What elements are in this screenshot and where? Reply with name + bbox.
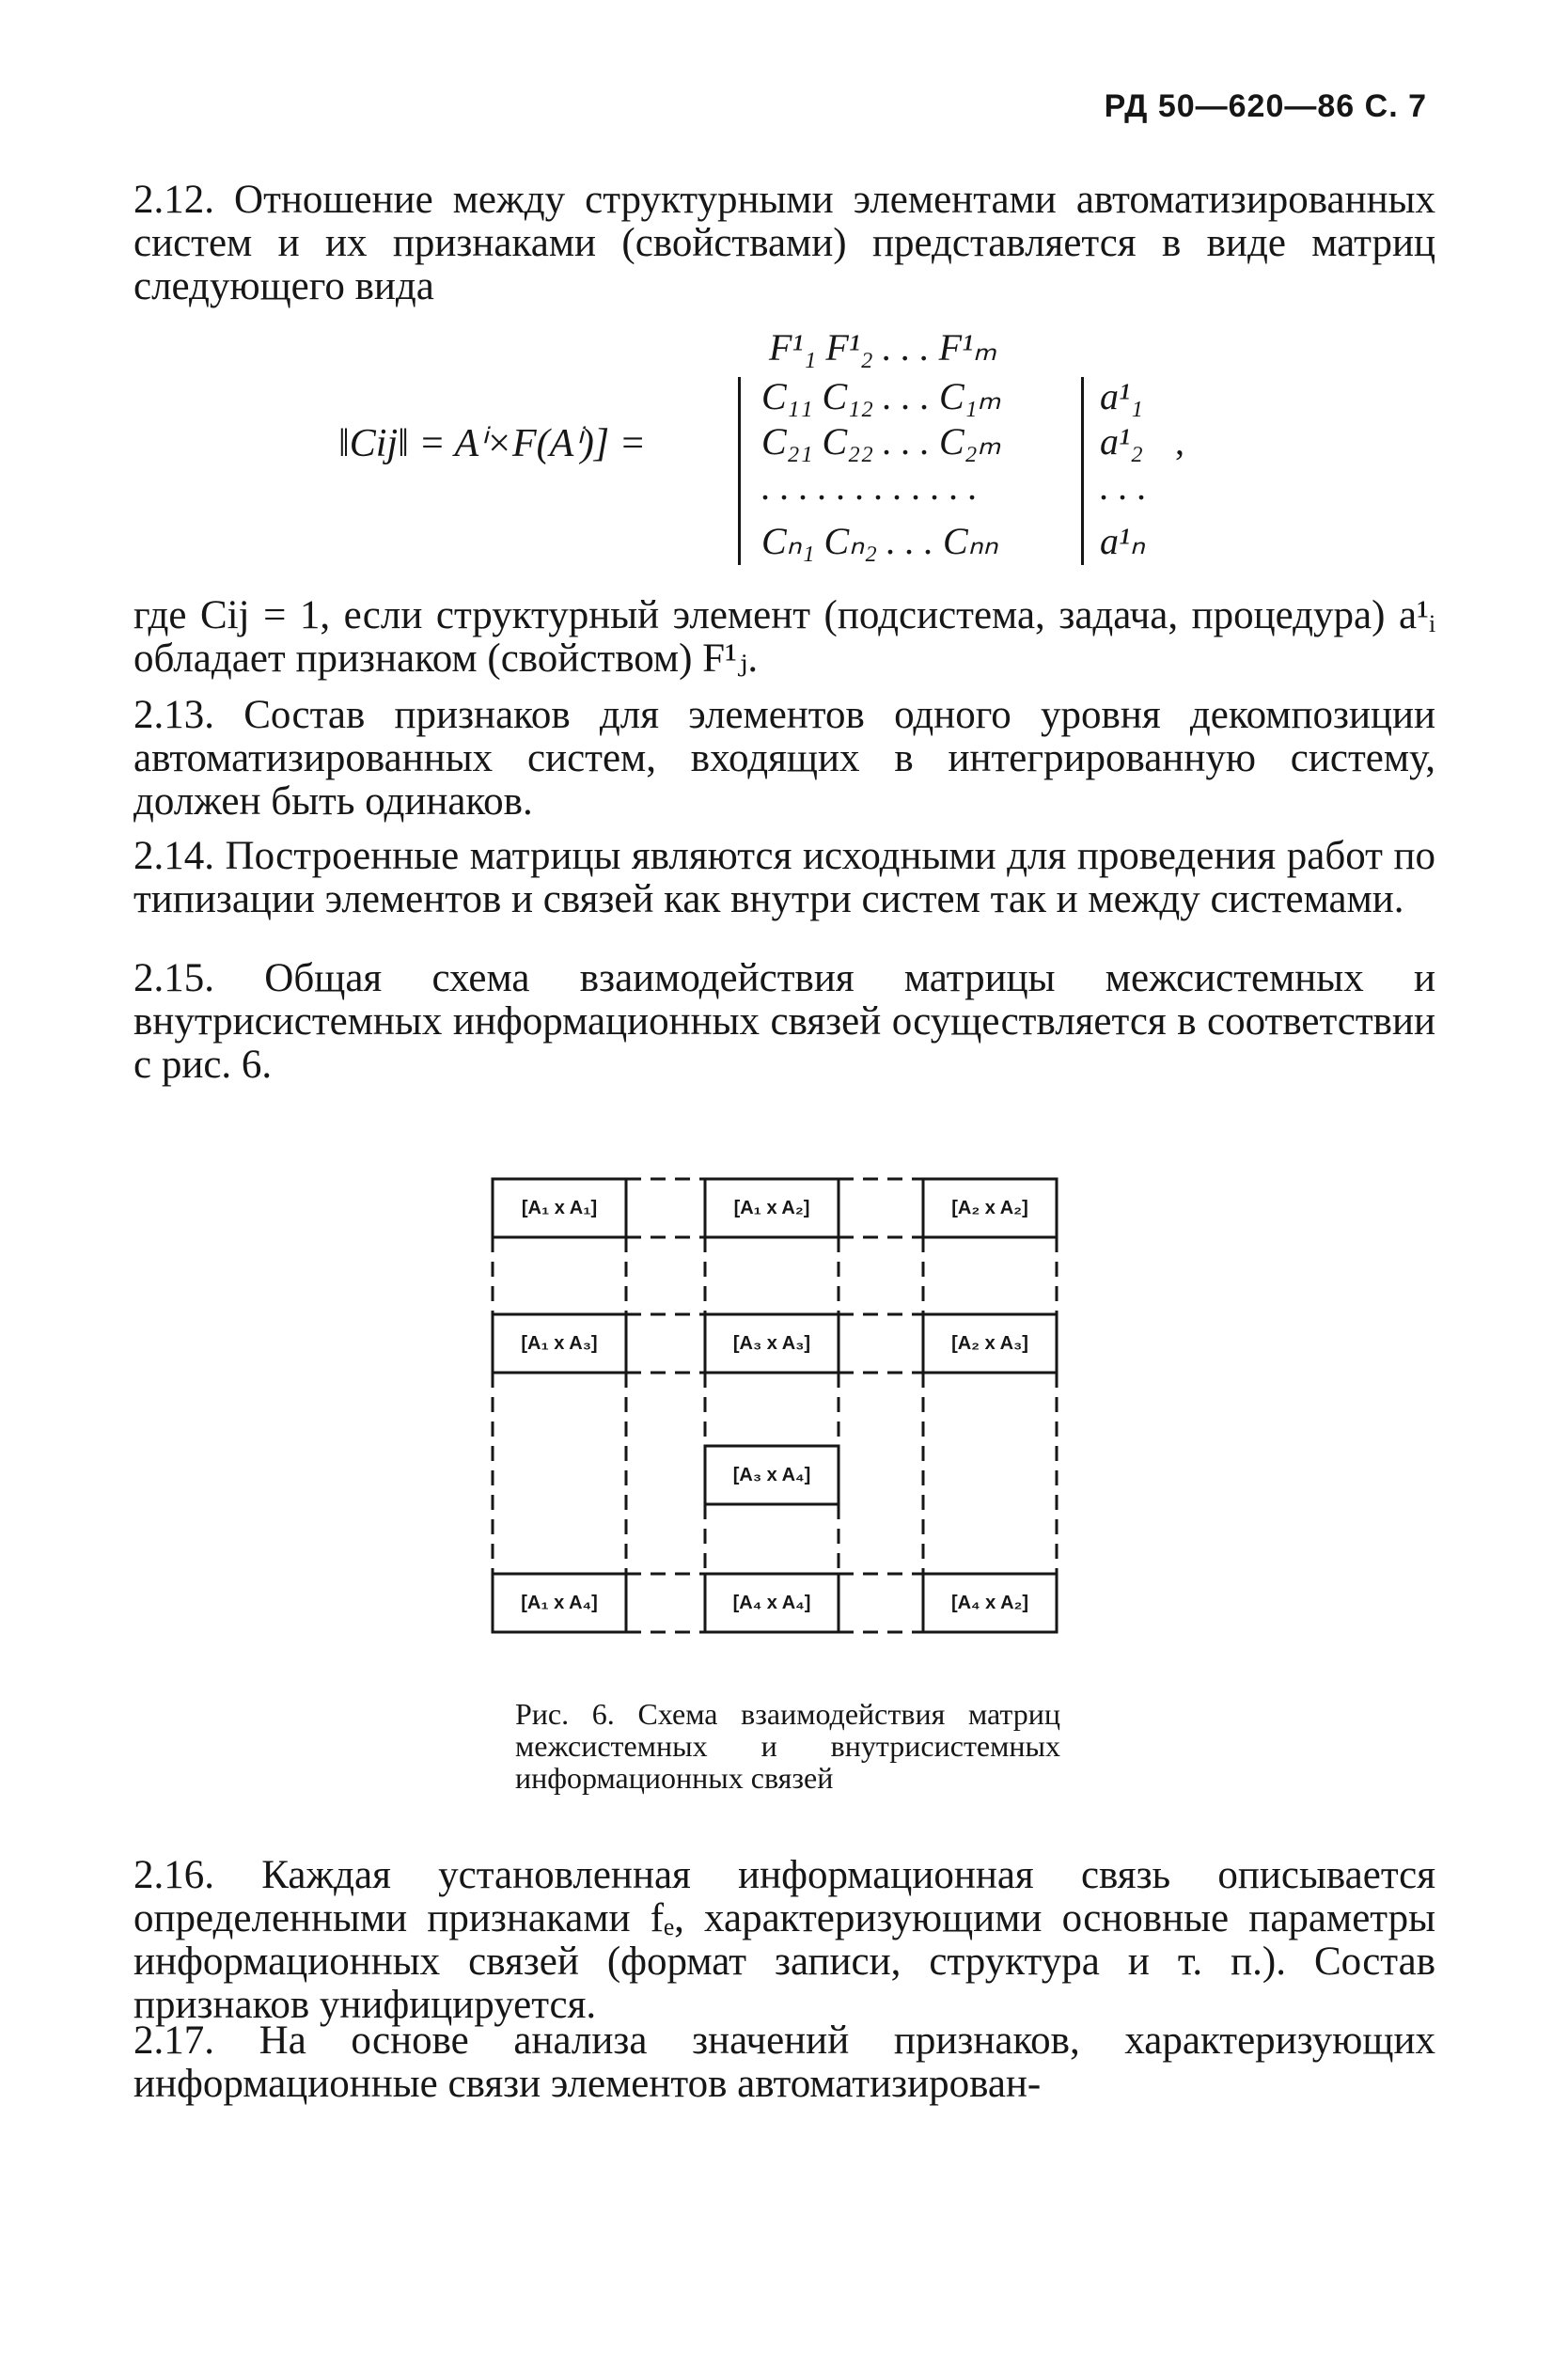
matrix-right-bar (1081, 377, 1084, 565)
paragraph-2-13: 2.13. Состав признаков для элементов одного уровня декомпозиции автоматизированных систем, входящих в интегрированную систему, должен быть одинаков. (133, 693, 1435, 824)
matrix-row-1: C₁₁ C₁₂ . . . C₁ₘ (761, 375, 1001, 417)
paragraph-2-17: 2.17. На основе анализа значений признаков, характеризующих информационные связи элементов автоматизирован- (133, 2018, 1435, 2106)
cell-a3-a4: [A₃ x A₄] (732, 1464, 811, 1485)
cell-a4-a4: [A₄ x A₄] (732, 1592, 811, 1613)
cell-a3-a3: [A₃ x A₃] (732, 1332, 811, 1354)
paragraph-2-12: 2.12. Отношение между структурными элементами автоматизированных систем и их признаками (свойствами) представляется в виде матриц следующего вида (133, 178, 1435, 308)
cell-a1-a1: [A₁ x A₁] (521, 1197, 598, 1218)
paragraph-2-12-where: где Cij = 1, если структурный элемент (подсистема, задача, процедура) a¹ᵢ обладает признаком (свойством) F¹ⱼ. (133, 593, 1435, 681)
paragraph-2-14: 2.14. Построенные матрицы являются исходными для проведения работ по типизации элементов и связей как внутри систем так и между системами. (133, 834, 1435, 921)
cell-a2-a3: [A₂ x A₃] (951, 1332, 1028, 1354)
figure-6-diagram (487, 1175, 1070, 1650)
cell-a1-a3: [A₁ x A₃] (521, 1332, 598, 1354)
matrix-row-2: C₂₁ C₂₂ . . . C₂ₘ (761, 420, 1001, 463)
matrix-lhs: ‖Cij‖ = Aⁱ×F(Aⁱ)] = (338, 422, 646, 465)
cell-a1-a2: [A₁ x A₂] (733, 1197, 810, 1218)
matrix-left-bar (738, 377, 741, 565)
cell-a2-a2: [A₂ x A₂] (951, 1197, 1028, 1218)
matrix-header-row: F¹₁ F¹₂ . . . F¹ₘ (769, 326, 997, 369)
matrix-trailing-comma: , (1175, 420, 1184, 463)
figure-6-caption: Рис. 6. Схема взаимодействия матриц межсистемных и внутрисистемных информационных связей (515, 1697, 1060, 1795)
matrix-a-4: a¹ₙ (1100, 520, 1145, 562)
paragraph-2-15: 2.15. Общая схема взаимодействия матрицы межсистемных и внутрисистемных информационных связей осуществляется в соответствии с рис. 6. (133, 956, 1435, 1087)
matrix-row-4: Cₙ₁ Cₙ₂ . . . Cₙₙ (761, 520, 998, 562)
matrix-row-3: . . . . . . . . . . . . (761, 465, 978, 508)
matrix-formula (338, 325, 1184, 579)
matrix-a-2: a¹₂ (1100, 420, 1143, 463)
paragraph-2-16: 2.16. Каждая установленная информационная связь описывается определенными признаками fₑ, характеризующими основные параметры информационных связей (формат записи, структура и т. п.). Состав признаков унифицируется. (133, 1853, 1435, 2027)
cell-a1-a4: [A₁ x A₄] (521, 1592, 598, 1613)
matrix-a-3: . . . (1100, 465, 1147, 508)
cell-a4-a2: [A₄ x A₂] (950, 1592, 1029, 1613)
page-header-doc-code: РД 50—620—86 С. 7 (1104, 88, 1427, 124)
matrix-a-1: a¹₁ (1100, 375, 1143, 417)
